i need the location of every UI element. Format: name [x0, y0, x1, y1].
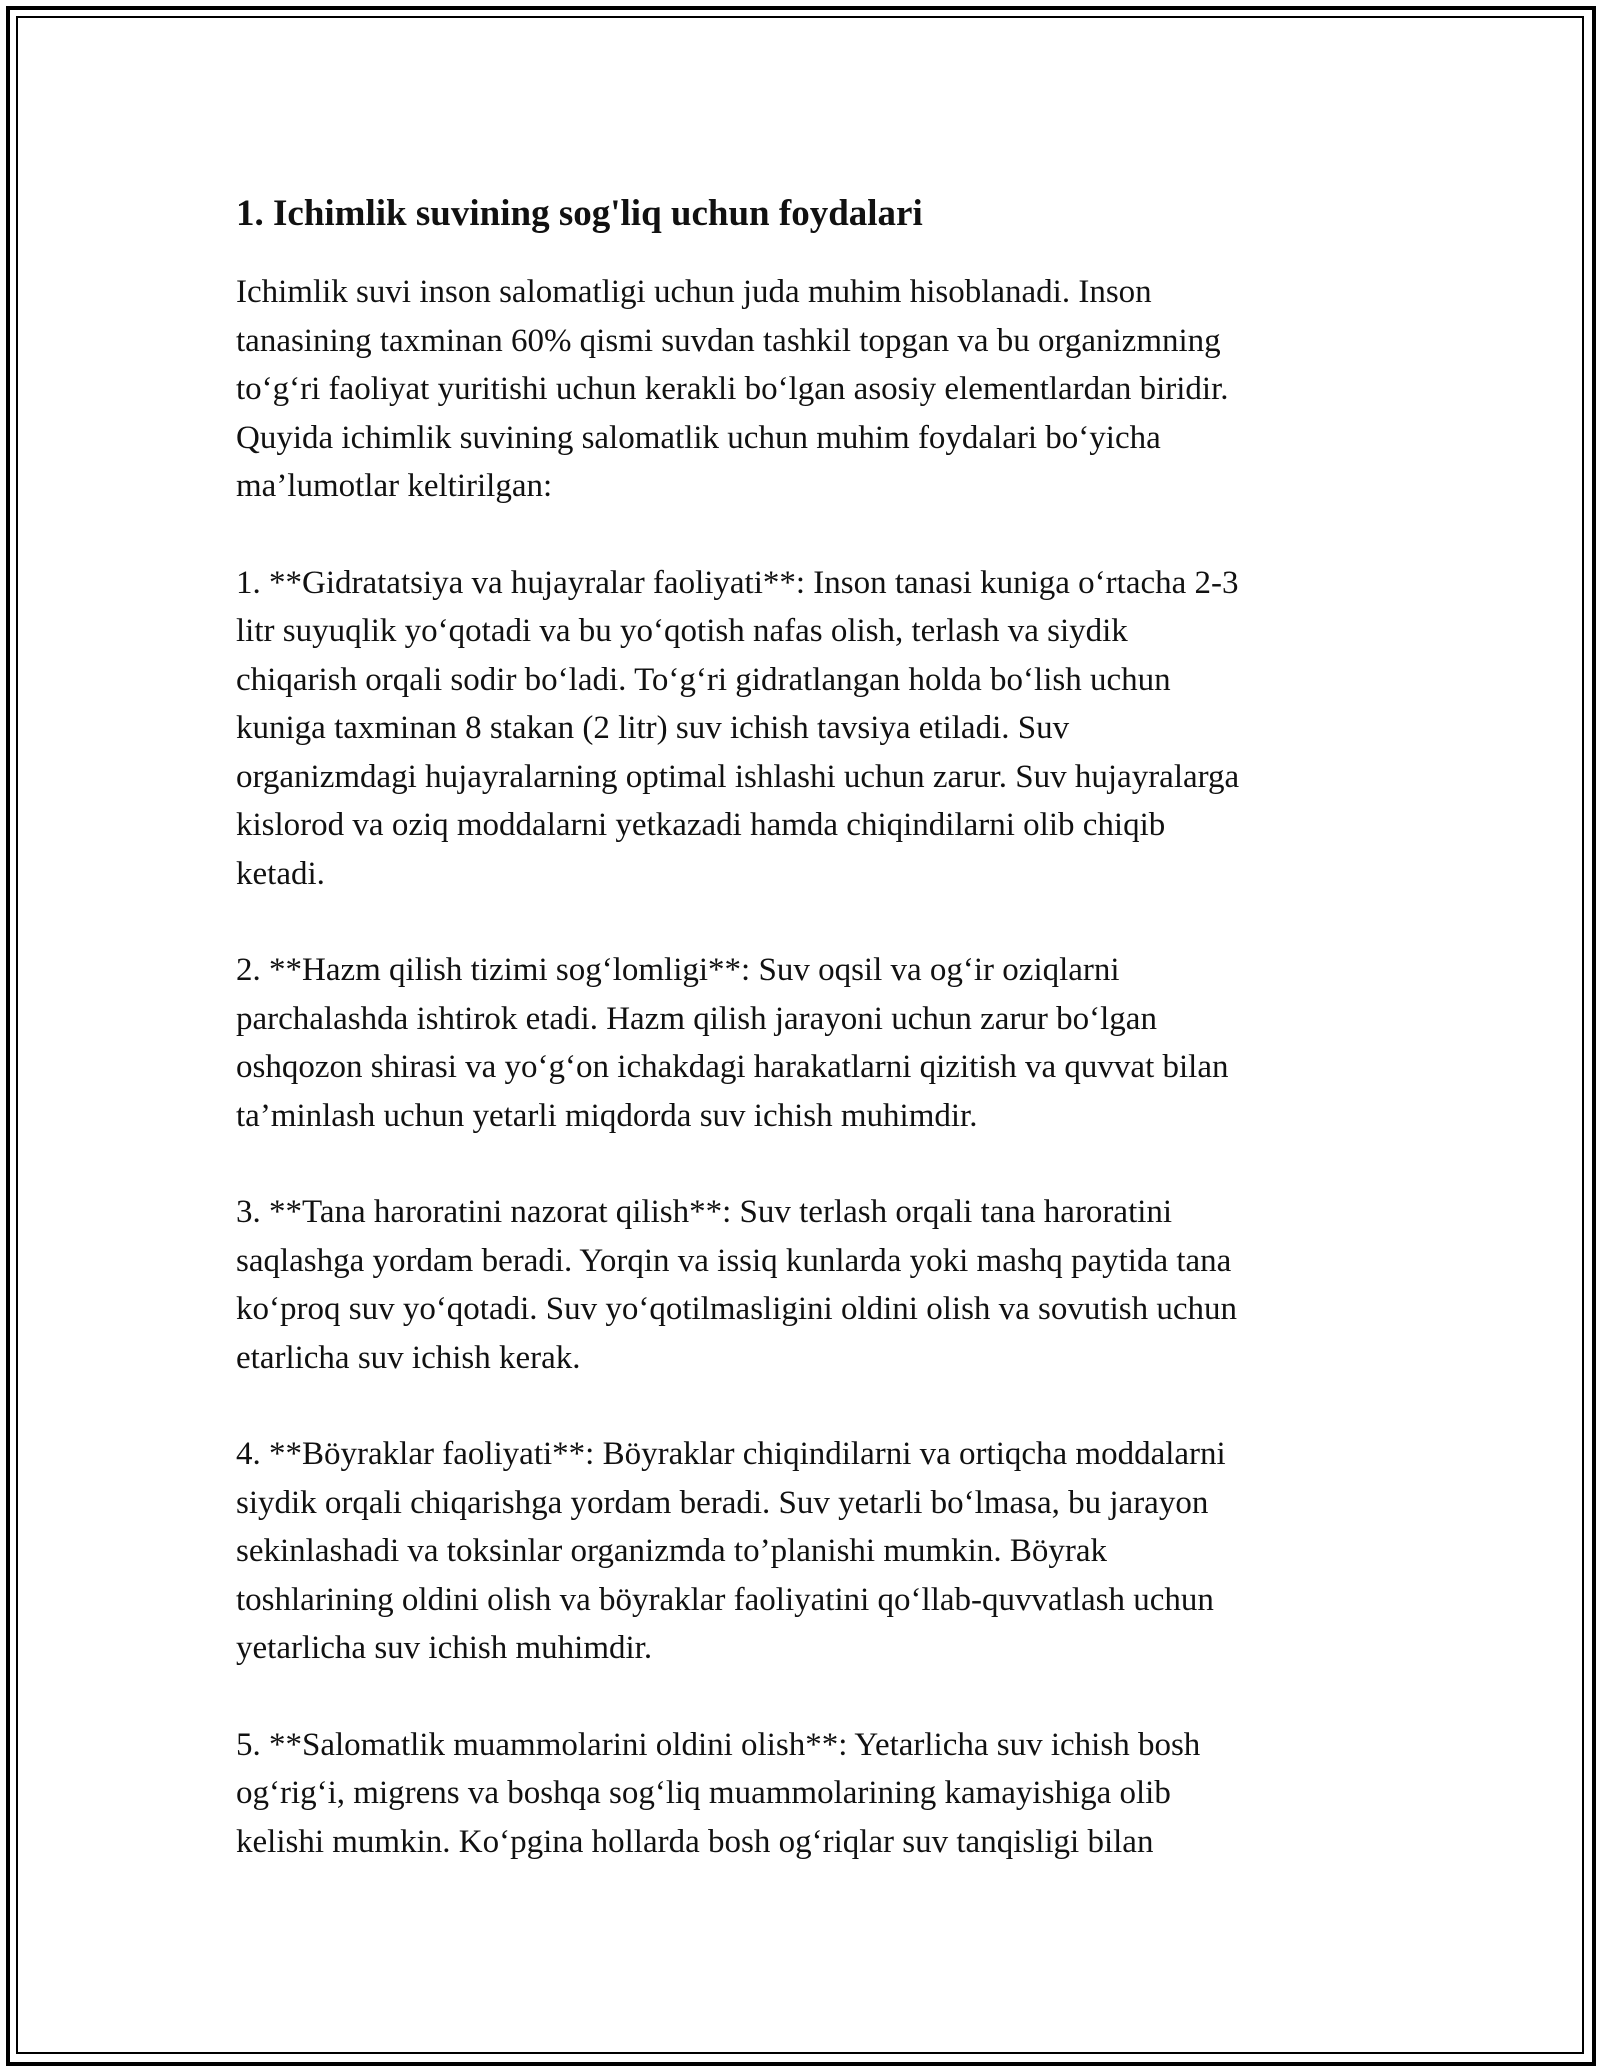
document-title: 1. Ichimlik suvining sog'liq uchun foydalari	[236, 193, 923, 234]
document-body	[236, 186, 1376, 1914]
paragraph-health-problems: 5. **Salomatlik muammolarini oldini olish**: Yetarlicha suv ichish bosh og‘rig‘i, migrens va boshqa sog‘liq muammolarining kamayishiga olib kelishi mumkin. Ko‘pgina hollarda bosh og‘riqlar suv tanqisligi bilan	[236, 1726, 1201, 1860]
paragraph-body-temperature: 3. **Tana haroratini nazorat qilish**: Suv terlash orqali tana haroratini saqlashga yordam beradi. Yorqin va issiq kunlarda yoki mashq paytida tana ko‘proq suv yo‘qotadi. Suv yo‘qotilmasligini oldini olish va sovutish uchun etarlicha suv ichish kerak.	[236, 1194, 1237, 1376]
paragraph-kidneys: 4. **Böyraklar faoliyati**: Böyraklar chiqindilarni va ortiqcha moddalarni siydik orqali chiqarishga yordam beradi. Suv yetarli bo‘lmasa, bu jarayon sekinlashadi va toksinlar organizmda to’planishi mumkin. Böyrak toshlarining oldini olish va böyraklar faoliyatini qo‘llab-quvvatlash uchun yetarlicha suv ichish muhimdir.	[236, 1436, 1226, 1666]
paragraph-digestion: 2. **Hazm qilish tizimi sog‘lomligi**: Suv oqsil va og‘ir oziqlarni parchalashda ishtirok etadi. Hazm qilish jarayoni uchun zarur bo‘lgan oshqozon shirasi va yo‘g‘on ichakdagi harakatlarni qizitish va quvvat bilan ta’minlash uchun yetarli miqdorda suv ichish muhimdir.	[236, 952, 1229, 1134]
paragraph-hydration: 1. **Gidratatsiya va hujayralar faoliyati**: Inson tanasi kuniga o‘rtacha 2-3 litr suyuqlik yo‘qotadi va bu yo‘qotish nafas olish, terlash va siydik chiqarish orqali sodir bo‘ladi. To‘g‘ri gidratlangan holda bo‘lish uchun kuniga taxminan 8 stakan (2 litr) suv ichish tavsiya etiladi. Suv organizmdagi hujayralarning optimal ishlashi uchun zarur. Suv hujayralarga kislorod va oziq moddalarni yetkazadi hamda chiqindilarni olib chiqib ketadi.	[236, 564, 1240, 892]
paragraph-intro: Ichimlik suvi inson salomatligi uchun juda muhim hisoblanadi. Inson tanasining taxminan 60% qismi suvdan tashkil topgan va bu organizmning to‘g‘ri faoliyat yuritishi uchun kerakli bo‘lgan asosiy elementlardan biridir. Quyida ichimlik suvining salomatlik uchun muhim foydalari bo‘yicha ma’lumotlar keltirilgan:	[236, 274, 1229, 504]
